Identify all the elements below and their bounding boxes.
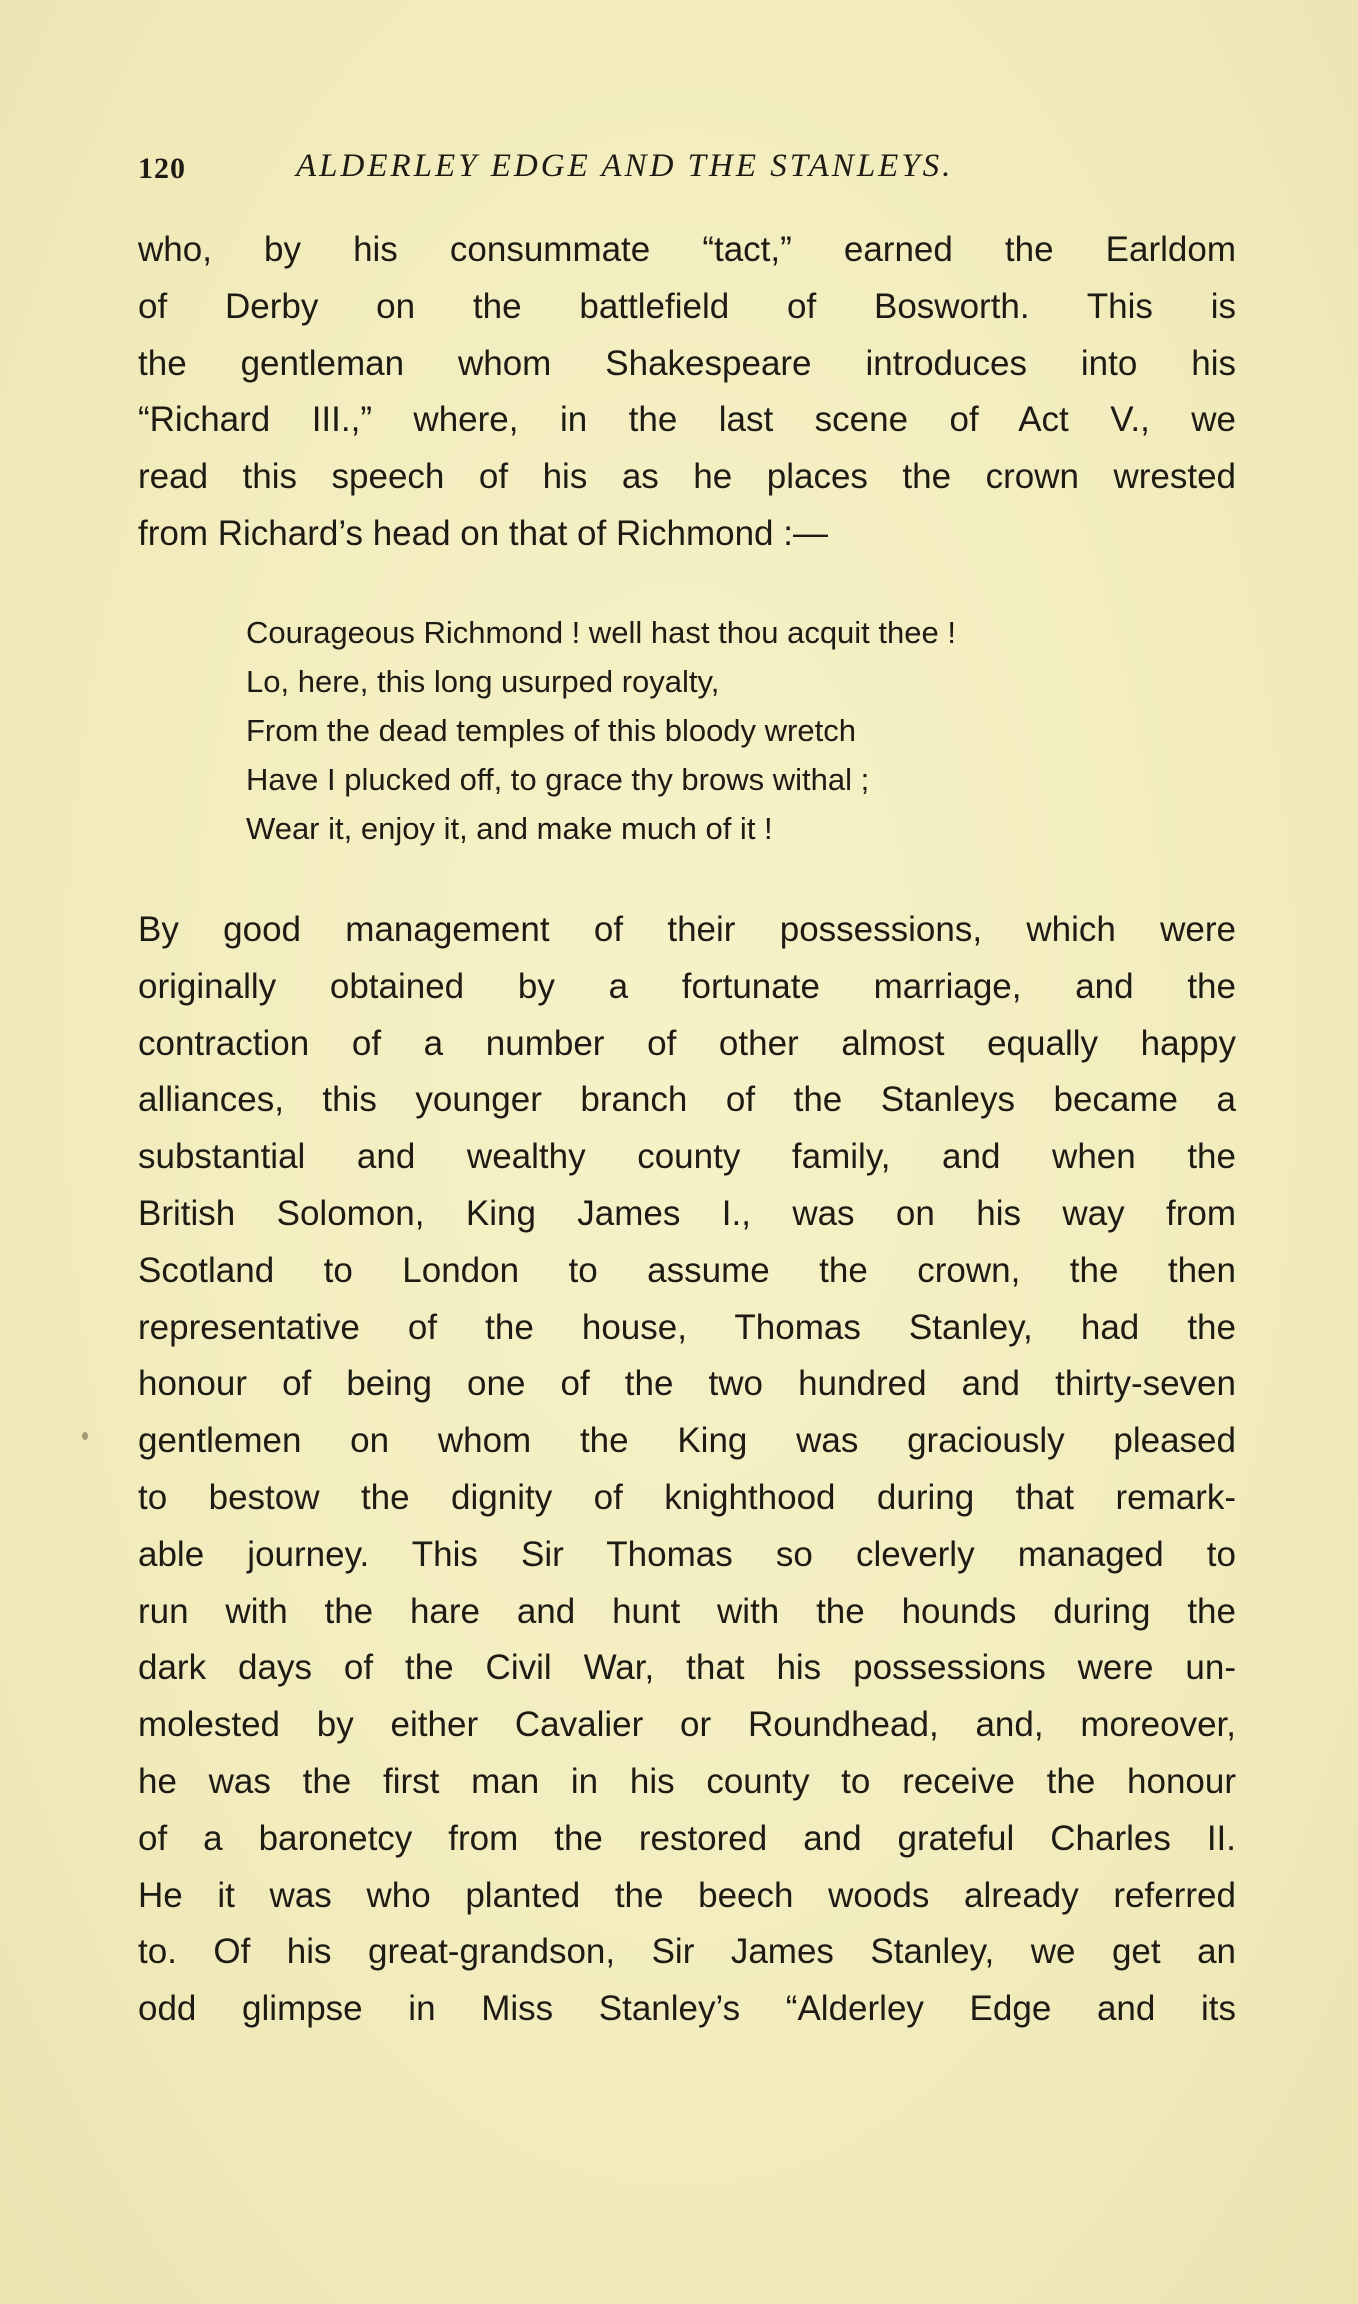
text-line: molested by either Cavalier or Roundhead, and, moreover, — [138, 1705, 1236, 1745]
paragraph-1 — [138, 222, 1236, 563]
verse-line: Lo, here, this long usurped royalty, — [246, 664, 720, 699]
running-head: ALDERLEY EDGE AND THE STANLEYS. — [296, 148, 954, 184]
text-line: Scotland to London to assume the crown, the then — [138, 1250, 1236, 1290]
verse-line: Courageous Richmond ! well hast thou acquit thee ! — [246, 615, 956, 650]
text-line: substantial and wealthy county family, and when the — [138, 1137, 1236, 1177]
text-line: the gentleman whom Shakespeare introduces into his — [138, 343, 1236, 383]
text-line: run with the hare and hunt with the hounds during the — [138, 1591, 1236, 1631]
text-line: able journey. This Sir Thomas so cleverly managed to — [138, 1534, 1236, 1574]
text-line: from Richard’s head on that of Richmond :— — [138, 513, 828, 553]
text-line: read this speech of his as he places the crown wrested — [138, 457, 1236, 497]
text-line: He it was who planted the beech woods already referred — [138, 1875, 1236, 1915]
text-line: “Richard III.,” where, in the last scene of Act V., we — [138, 400, 1236, 440]
text-line: British Solomon, King James I., was on his way from — [138, 1193, 1236, 1233]
verse-line: Have I plucked off, to grace thy brows withal ; — [246, 762, 870, 797]
verse-line: From the dead temples of this bloody wretch — [246, 713, 856, 748]
verse-line: Wear it, enjoy it, and make much of it ! — [246, 811, 773, 846]
text-line: contraction of a number of other almost equally happy — [138, 1023, 1236, 1063]
margin-ink-speck — [82, 1432, 88, 1440]
text-line: of Derby on the battlefield of Bosworth. This is — [138, 286, 1236, 326]
text-line: By good management of their possessions, which were — [138, 910, 1236, 949]
text-line: originally obtained by a fortunate marriage, and the — [138, 966, 1236, 1006]
text-line: gentlemen on whom the King was graciously pleased — [138, 1421, 1236, 1461]
text-line: to. Of his great-grandson, Sir James Stanley, we get an — [138, 1932, 1236, 1972]
verse-quotation — [246, 608, 1146, 853]
text-line: alliances, this younger branch of the Stanleys became a — [138, 1080, 1236, 1120]
text-line: of a baronetcy from the restored and grateful Charles II. — [138, 1818, 1236, 1858]
page-number: 120 — [138, 152, 186, 185]
text-line: he was the first man in his county to receive the honour — [138, 1761, 1236, 1801]
page-header — [138, 148, 1228, 188]
text-line: who, by his consummate “tact,” earned the Earldom — [138, 230, 1236, 269]
text-line: odd glimpse in Miss Stanley’s “Alderley Edge and its — [138, 1989, 1236, 2029]
text-line: dark days of the Civil War, that his possessions were un- — [138, 1648, 1236, 1688]
text-line: to bestow the dignity of knighthood during that remark- — [138, 1477, 1236, 1517]
text-line: representative of the house, Thomas Stanley, had the — [138, 1307, 1236, 1347]
text-line: honour of being one of the two hundred and thirty-seven — [138, 1364, 1236, 1404]
paragraph-2 — [138, 902, 1236, 2038]
